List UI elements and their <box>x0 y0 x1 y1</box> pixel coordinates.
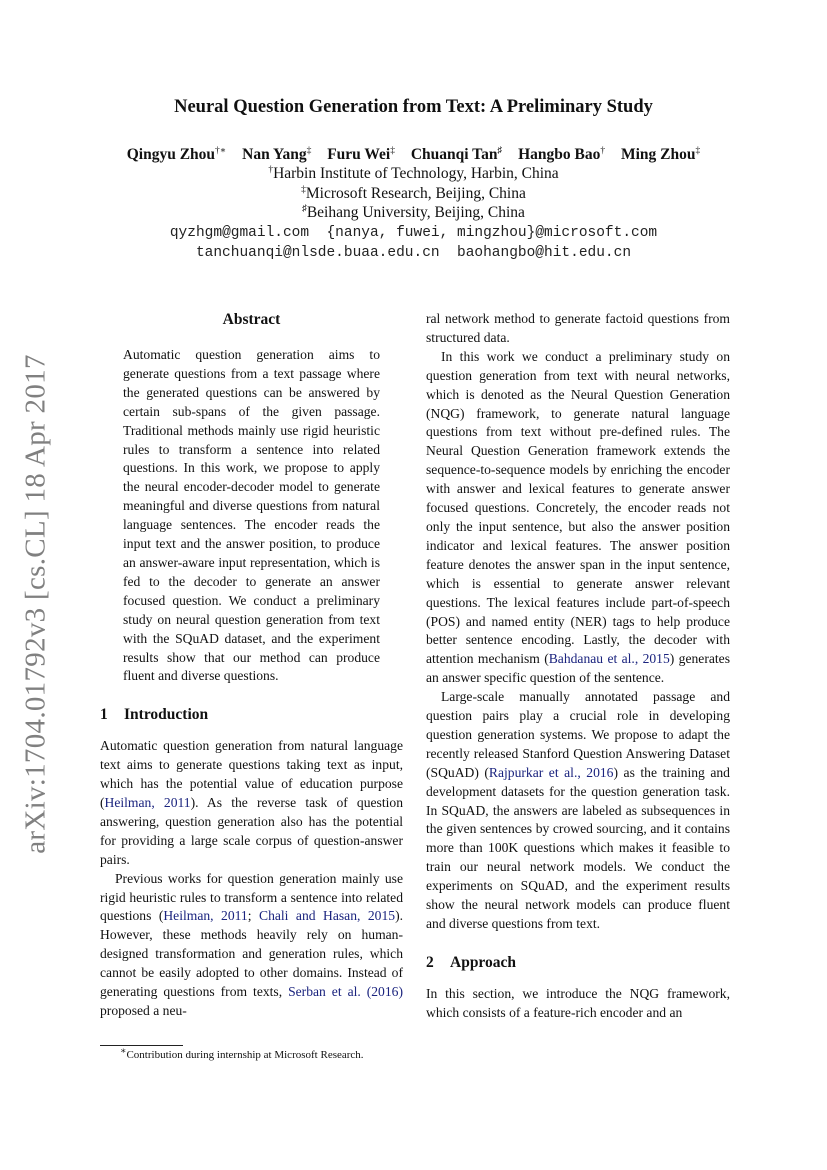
arxiv-identifier: arXiv:1704.01792v3 [cs.CL] 18 Apr 2017 <box>19 354 52 854</box>
abstract-heading: Abstract <box>222 311 281 328</box>
intro-paragraph-1: Automatic question generation from natural language text aims to generate questions taking text as input, which has the potential value of education purpose (Heilman, 2011). As the reverse task of question answering, question generation also has the potential for providing a large scale corpus of question-answer pairs. <box>100 738 403 867</box>
intro-paragraph-4: Large-scale manually annotated passage and question pairs play a crucial role in developing question generation systems. We propose to adapt the recently released Stanford Question Answering Dataset (SQuAD) (Rajpurkar et al., 2016) as the training and development datasets for the question generation task. In SQuAD, the answers are labeled as subsequences in the given sentences by crowed sourcing, and it contains more than 100K questions which makes it feasible to train our neural network models. We conduct the experiments on SQuAD, and the experiment results show the neural network models can produce fluent and diverse questions from text. <box>426 689 730 931</box>
intro-paragraph-3: In this work we conduct a preliminary study on question generation from text with neural networks, which is denoted as the Neural Question Generation (NQG) framework, to generate natural language questions from text without pre-defined rules. The Neural Question Generation framework extends the sequence-to-sequence models by enriching the encoder with answer and lexical features to generate answer focused questions. Concretely, the encoder reads not only the input sentence, but also the answer position indicator and lexical features. The answer position feature denotes the answer span in the input sentence, which is essential to generate answer relevant questions. The lexical features include part-of-speech (POS) and named entity (NER) tags to help produce better sentence encoding. Lastly, the decoder with attention mechanism (Bahdanau et al., 2015) generates an answer specific question of the sentence. <box>426 348 730 686</box>
author: Qingyu Zhou†∗ <box>126 145 227 163</box>
citation-link[interactable]: Heilman, 2011 <box>163 908 248 924</box>
author: Furu Wei‡ <box>327 145 395 163</box>
footnote: ∗Contribution during internship at Microsoft Research. <box>120 1046 364 1061</box>
citation-link[interactable]: Rajpurkar et al., 2016 <box>488 764 614 780</box>
paper-title: Neural Question Generation from Text: A Preliminary Study <box>174 97 653 117</box>
left-column <box>100 310 403 1021</box>
section-heading-approach: 2 Approach <box>426 953 517 971</box>
author: Hangbo Bao† <box>518 145 606 163</box>
citation-link[interactable]: Serban et al. (2016) <box>288 984 403 1000</box>
affiliation: ‡Microsoft Research, Beijing, China <box>301 184 526 202</box>
affiliation: †Harbin Institute of Technology, Harbin, China <box>268 164 559 182</box>
email-list <box>0 224 827 263</box>
footnote-divider <box>100 1045 183 1046</box>
intro-paragraph-continued: ral network method to generate factoid questions from structured data. <box>426 311 730 345</box>
affiliation: ♯Beihang University, Beijing, China <box>302 203 525 221</box>
approach-paragraph: In this section, we introduce the NQG framework, which consists of a feature-rich encoder and an <box>426 985 730 1020</box>
author: Ming Zhou‡ <box>621 145 701 163</box>
citation-link[interactable]: Bahdanau et al., 2015 <box>548 651 670 667</box>
author: Chuanqi Tan♯ <box>410 145 503 163</box>
affiliation-list <box>0 164 827 223</box>
author-list <box>0 145 827 165</box>
intro-paragraph-2: Previous works for question generation mainly use rigid heuristic rules to transform a sentence into related questions (Heilman, 2011; Chali and Hasan, 2015). However, these methods heavily rely on human-designed transformation and generation rules, which cannot be easily adopted to other domains. Instead of generating questions from texts, Serban et al. (2016) proposed a neu- <box>100 870 403 1018</box>
abstract-text: Automatic question generation aims to generate questions from a text passage where the generated questions can be answered by certain sub-spans of the given passage. Traditional methods mainly use rigid heuristic rules to transform a sentence into related questions. In this work, we propose to apply the neural encoder-decoder model to generate meaningful and diverse questions from natural language sentences. The encoder reads the input text and the answer position, to produce an answer-aware input representation, which is fed to the decoder to generate an answer focused question. We conduct a preliminary study on neural question generation from text with the SQuAD dataset, and the experiment results show that our method can produce fluent and diverse questions. <box>123 347 380 684</box>
author: Nan Yang‡ <box>242 145 312 163</box>
email-line: tanchuanqi@nlsde.buaa.edu.cn baohangbo@hit.edu.cn <box>195 244 632 261</box>
citation-link[interactable]: Heilman, 2011 <box>104 795 191 811</box>
right-column <box>426 310 730 1023</box>
email-line: qyzhgm@gmail.com {nanya, fuwei, mingzhou}@microsoft.com <box>169 225 658 241</box>
citation-link[interactable]: Chali and Hasan, 2015 <box>259 908 396 924</box>
section-heading-introduction: 1 Introduction <box>100 706 209 724</box>
